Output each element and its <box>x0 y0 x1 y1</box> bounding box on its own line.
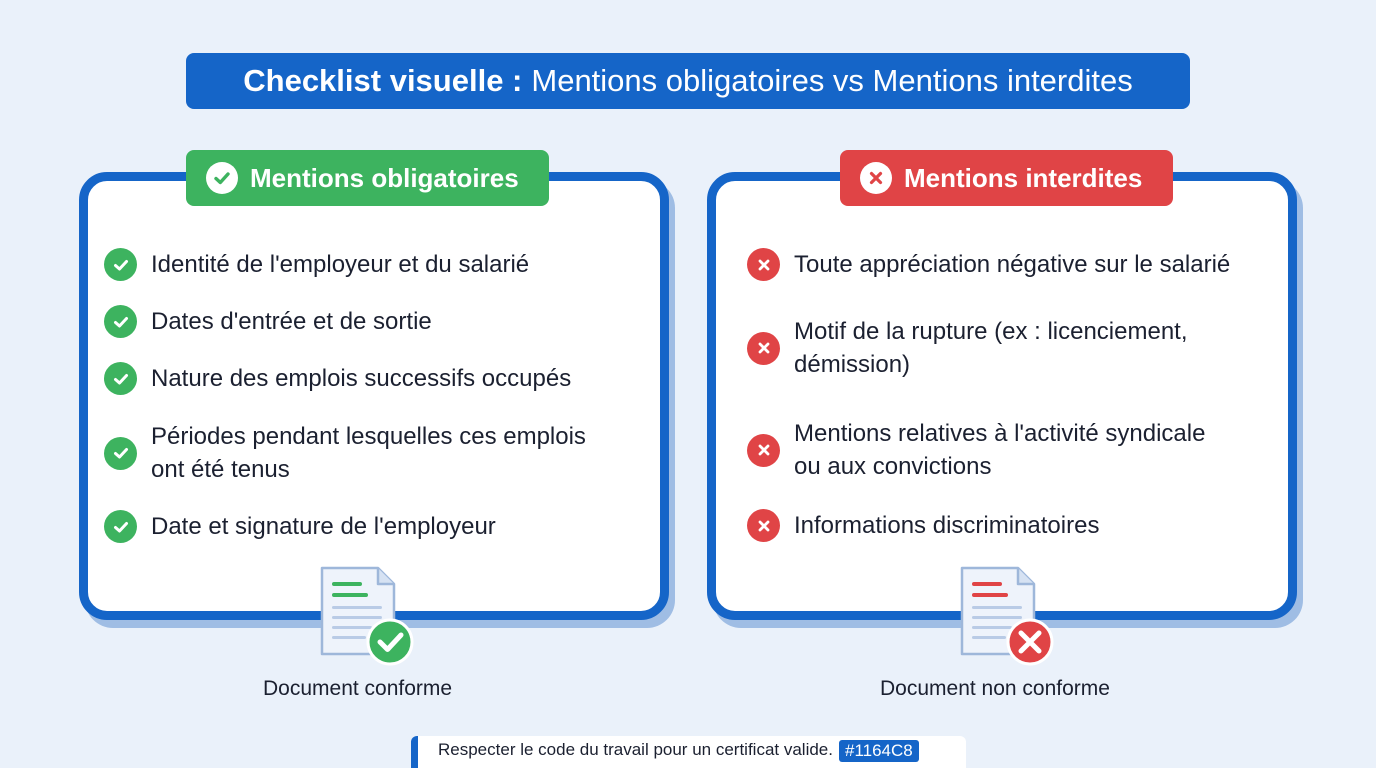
forbidden-item <box>747 315 1188 381</box>
page-title-bold: Checklist visuelle : <box>243 63 523 98</box>
mandatory-item <box>104 305 432 338</box>
x-circle-icon <box>747 509 780 542</box>
check-circle-icon <box>104 510 137 543</box>
forbidden-header-label: Mentions interdites <box>904 162 1143 193</box>
x-circle-icon <box>747 434 780 467</box>
forbidden-item-text-line2: démission) <box>794 351 911 378</box>
mandatory-item-text: Dates d'entrée et de sortie <box>151 308 432 335</box>
close-icon <box>860 162 892 194</box>
mandatory-item-text: Nature des emplois successifs occupés <box>151 365 572 392</box>
document-conforme-caption: Document conforme <box>263 677 453 700</box>
footer-text: Respecter le code du travail pour un certificat valide. <box>438 740 833 759</box>
mandatory-header-label: Mentions obligatoires <box>250 162 519 193</box>
mandatory-item-text: Date et signature de l'employeur <box>151 513 496 540</box>
forbidden-item-text: Mentions relatives à l'activité syndicale <box>794 420 1206 447</box>
forbidden-item-text-line2: ou aux convictions <box>794 453 992 480</box>
forbidden-header <box>840 150 1173 206</box>
footer-color-tag: #1164C8 <box>839 740 919 762</box>
forbidden-item <box>747 417 1205 483</box>
mandatory-header <box>186 150 549 206</box>
page-title <box>186 53 1190 109</box>
mandatory-item <box>104 362 571 395</box>
x-circle-icon <box>747 248 780 281</box>
footer-note <box>411 736 966 768</box>
forbidden-item-text: Toute appréciation négative sur le salarié <box>794 251 1231 278</box>
check-circle-icon <box>104 362 137 395</box>
check-circle-icon <box>104 305 137 338</box>
mandatory-item-text: Identité de l'employeur et du salarié <box>151 251 530 278</box>
check-circle-icon <box>104 248 137 281</box>
forbidden-item <box>747 248 1230 281</box>
page-title-rest: Mentions obligatoires vs Mentions interdites <box>531 63 1133 98</box>
mandatory-item-text-line2: ont été tenus <box>151 456 290 483</box>
document-non-conforme-icon <box>958 566 1056 666</box>
mandatory-item-text: Périodes pendant lesquelles ces emplois <box>151 423 586 450</box>
mandatory-item <box>104 420 586 486</box>
mandatory-panel <box>79 172 669 620</box>
check-circle-icon <box>104 437 137 470</box>
document-conforme-icon <box>318 566 416 666</box>
forbidden-item-text: Motif de la rupture (ex : licenciement, <box>794 318 1188 345</box>
mandatory-item <box>104 510 496 543</box>
forbidden-item <box>747 509 1099 542</box>
check-icon <box>206 162 238 194</box>
forbidden-item-text: Informations discriminatoires <box>794 512 1100 539</box>
document-non-conforme-caption: Document non conforme <box>880 677 1110 700</box>
forbidden-panel <box>707 172 1297 620</box>
x-circle-icon <box>747 332 780 365</box>
mandatory-item <box>104 248 529 281</box>
